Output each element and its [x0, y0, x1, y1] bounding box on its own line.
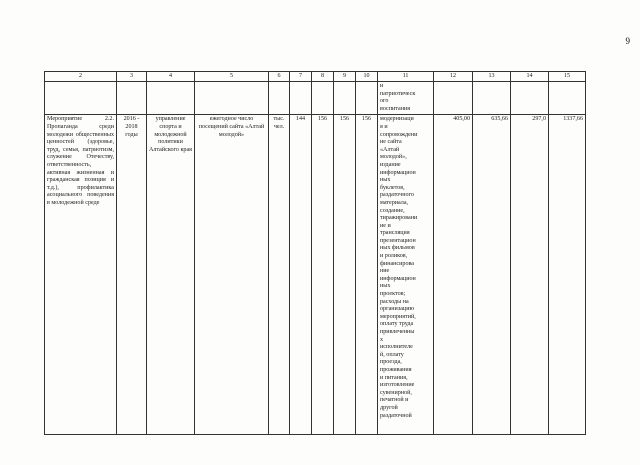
unit-cell: тыс. чел.: [269, 115, 290, 435]
activity-line: и роликов,: [380, 253, 408, 260]
activity-line: ие и: [380, 222, 391, 229]
value-col9-cell: 156: [334, 115, 356, 435]
funding-col13-cell: 635,66: [473, 115, 511, 435]
activity-line: проезда,: [380, 359, 402, 366]
period-cell: 2016 - 2018 годы: [117, 115, 147, 435]
page-number: 9: [625, 36, 630, 46]
header-col-4: 4: [147, 72, 195, 82]
event-row: [45, 115, 586, 435]
activity-line: изготовление: [380, 382, 415, 389]
activity-line: материала,: [380, 199, 409, 206]
activity-line: ние: [380, 268, 390, 275]
activity-line: мероприятий,: [380, 313, 416, 320]
activity-line: печатной и: [380, 397, 409, 404]
activity-line: х: [380, 336, 384, 343]
funding-col14-cell: 297,0: [511, 115, 549, 435]
activity-line: информацион: [380, 169, 416, 176]
activity-line: проектов;: [380, 291, 406, 298]
header-col-10: 10: [356, 72, 378, 82]
funding-col12-cell: 405,00: [434, 115, 473, 435]
activity-line: презентацион: [380, 237, 416, 244]
executor-cell: управление спорта и молодежной политики Алтайского края: [147, 115, 195, 435]
activity-line: молодой»,: [380, 154, 407, 161]
header-col-8: 8: [312, 72, 334, 82]
activity-line: сувенирной,: [380, 389, 412, 396]
header-col-14: 14: [511, 72, 549, 82]
activity-line: издание: [380, 161, 401, 168]
activity-line: раздаточной: [380, 412, 412, 419]
activity-line: ных: [380, 177, 391, 184]
activity-line: «Алтай: [380, 146, 400, 153]
event-name-cell: Мероприятие 2.2. Пропаганда среди молодежи общественных ценностей (здоровье, труд, семья, патриотизм, служение Отечеству, ответственность, активная жизненная и гражданская позиция и т.д.), профилактика асоциального поведения в молодежной среде: [45, 115, 117, 435]
activities-cell: [378, 115, 434, 435]
activity-line: буклетов,: [380, 184, 405, 191]
header-col-2: 2: [45, 72, 117, 82]
activity-line: исполнителе: [380, 344, 413, 351]
activity-line: проживания: [380, 366, 412, 373]
indicator-cell: ежегодное число посещений сайта «Алтай молодой»: [195, 115, 269, 435]
activity-line: воспитания: [380, 105, 411, 112]
activity-line: раздаточного: [380, 192, 414, 199]
activity-line: ных: [380, 283, 391, 290]
activity-line: патриотическ: [380, 90, 416, 97]
value-col7-cell: 144: [290, 115, 312, 435]
activity-line: модернизаци: [380, 116, 414, 123]
header-col-15: 15: [549, 72, 586, 82]
program-table: [44, 71, 586, 435]
activity-line: тиражировани: [380, 215, 418, 222]
header-col-6: 6: [269, 72, 290, 82]
activity-line: другой: [380, 404, 398, 411]
header-col-7: 7: [290, 72, 312, 82]
activities-continued-cell: [378, 82, 434, 115]
activity-line: ных фильмов: [380, 245, 415, 252]
activity-line: трансляция: [380, 230, 410, 237]
activity-line: сопровождени: [380, 131, 418, 138]
activity-line: расходы на: [380, 298, 409, 305]
activity-line: привлеченны: [380, 329, 415, 335]
header-col-9: 9: [334, 72, 356, 82]
header-col-3: 3: [117, 72, 147, 82]
activity-line: я и: [380, 123, 388, 130]
value-col8-cell: 156: [312, 115, 334, 435]
header-col-5: 5: [195, 72, 269, 82]
activity-line: финансирова: [380, 260, 414, 267]
header-col-11: 11: [378, 72, 434, 82]
value-col10-cell: 156: [356, 115, 378, 435]
activity-line: ого: [380, 98, 389, 105]
activity-line: оплату труда: [380, 321, 414, 328]
header-col-13: 13: [473, 72, 511, 82]
activity-line: создание,: [380, 207, 405, 214]
activity-line: организацию: [380, 306, 415, 313]
header-col-12: 12: [434, 72, 473, 82]
activity-line: и питания,: [380, 374, 408, 381]
header-row: [45, 72, 586, 82]
funding-total-cell: 1337,66: [549, 115, 586, 435]
activity-line: и: [380, 83, 384, 89]
continuation-row: [45, 82, 586, 115]
activity-line: ие сайта: [380, 139, 402, 146]
activity-line: й, оплату: [380, 351, 404, 358]
activity-line: информацион: [380, 275, 416, 282]
